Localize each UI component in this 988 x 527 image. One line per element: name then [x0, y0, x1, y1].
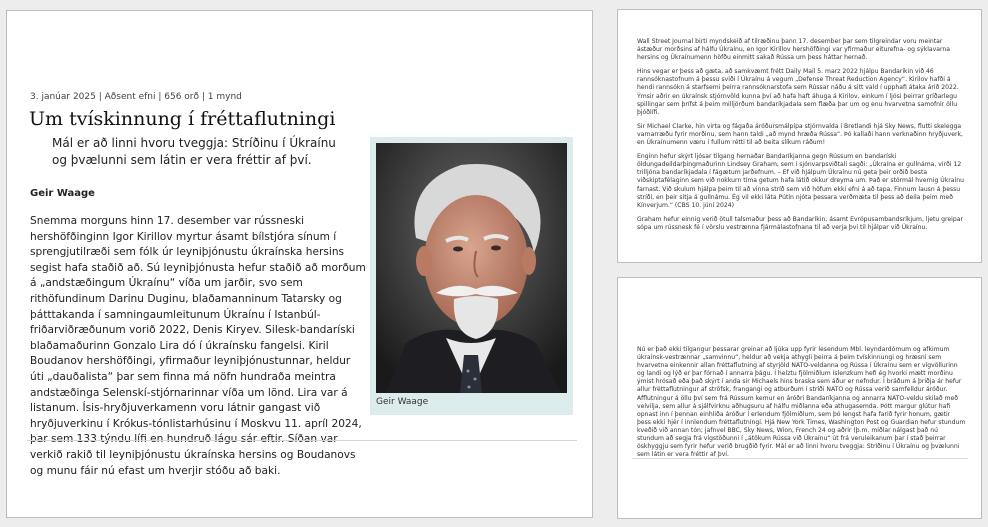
article-lede: Mál er að linni hvoru tveggja: Stríðinu í Úkraínu og þvælunni sem látin er vera fréttir af því. [52, 136, 336, 167]
divider [27, 440, 577, 441]
page-2-text [637, 38, 966, 238]
paragraph: Nú er það ekki tilgangur þessarar greinar að ljúka upp fyrir lesendum Mbl. leyndardómum og afkimum úkraínsk-vestrænnar „samvinnu“, heldur að vekja athygli þeirra á þeim tvískinnungi og hræsni sem hvarvetna einkennir allan fréttaflutning af styrjöld NATO-veldanna og Rússa í Úkraínu sem er vígvöllurinn og landi og lýð er þar fórnað í annarra þágu. Í helztu fjölmiðlum íslenzkum hefi ég hvorki mætt morðinu ýmist hrósað eða það skýrt í anda sir Michaels hins braska sem áður er nefndur. Í bráðum á þriðja ár hefur allur fréttaflutningur af ströfsk, frangangi og atburðum í stríði NATO og Rússa verið samfelldur áróður. Afflutningur á öllu því sem frá Rússum kemur en áróðri Bandaríkjanna og annarra NATO-veldu skilað með velvilja, sem allur á sjálfvirknu aðhugsuru af hálfu miðlanna eða athugasemda. Þótt margur glútur hafi opnast inn í þennan einhliða áróður í erlendum fjölmiðlum, sem þó lengst hafa farið fyrir honum, gætir þess ekki hjér í innlendum fréttaflutningi. Hjá New York Times, Washington Post og Guardian hefur stundum kveðið við annan tón; jafnvel BBC, Sky News, Wion, French 24 og aðrir (þ.m. miðlar nálgast það nú stundum að segja frá vígstöðunni í „átökum Rússa við Úkraínu“ út frá veruleikanum þar í stað þeirrar óskhyggju sem fyrir hefur verið brugðið fyrir. Mál er að linni hvoru tveggja: Stríðinu í Úkraínu og þvælunni sem látin er vera fréttir af því. [637, 346, 966, 459]
author-photo [376, 143, 567, 393]
author-photo-figure [370, 137, 573, 415]
article-page-3 [617, 277, 982, 519]
paragraph: Wall Street Journal birti myndskeið af tilræðinu þann 17. desember þar sem tilgreindar voru meintar ástæður morðsins af hálfu Úkraínu, en Igor Kirillov hershöfðingi var yfirmaður eiturefna- og sýklavarna hersins og Úkraínumenn höfðu einmitt sakað Rússa um þess háttar hernað. [637, 38, 950, 62]
page-3-text [637, 346, 966, 465]
article-page-1 [6, 10, 593, 518]
article-meta: 3. janúar 2025 | Aðsent efni | 656 orð | 1 mynd [30, 92, 242, 102]
photo-caption: Geir Waage [376, 397, 429, 407]
paragraph: Hins vegar er þess að gæta, að samkvæmt frétt Daily Mail 5. marz 2022 hjálpu Bandaríkin við 46 rannsóknastofnum á þessu sviði í Úkraínu á vegum „Defense Threat Reduction Agency“. Kirilov hafði á hendi rannsókn á starfsemi þeirra rannsóknarstofa sem Rússar náðu á sitt vald í upphafi átaka árið 2022. Ýmsir aðrir en úkraínsk stjórnvöld kunna því að hafa haft áhuga á Kirilov, einkum í ljósi þeirrar gríðarlegu spillingar sem þrífst á þeim milljörðum bandaríkjadala sem flæða þar um og enu hvarvetna samofnir öllu þjóðlífi. [637, 68, 959, 116]
paragraph: Enginn hefur skýrt ljósar tilgang hernaðar Bandaríkjanna gegn Rússum en bandaríski öldungadeildarþingmaðurinn Lindsey Graham, sem í sjónvarpsviðtali sagði: „Úkraína er gullnáma, virði 12 trilljóna bandaríkjadala í fágætum jarðefnum. – Ef við hjálpum Úkraínu nú geta þeir orðið besta viðskiptafélaginn sem við nokkurn tíma getum hafa látið okkur dreyma um. Það er stórmál hvernig Úkraínu farnast. Við skulum hjálpa þeim til að vinna stríð sem við höfum ekki efni á að tapa. Finnum lausn á þessu stríði, en þeir sitja á gullnámu. Ég vil ekki láta Pútín njóta þessara verðmæta til þess að deila þeim með Kínverjum.“ (CBS 10. júní 2024) [637, 153, 964, 209]
article-body: Snemma morguns hinn 17. desember var rússneski hershöfðinginn Igor Kirillov myrtur ásamt bílstjóra sínum í sprengjutilræði sem fólk úr leyniþjónustu úkraínska hersins segist hafa staðið að. Sú leyniþjónusta hefur staðið að morðum á „andstæðingum Úkraínu“ víða um jarðir, svo sem rithöfundinum Darinu Duginu, blaðamanninum Tatarsky og þátttakanda í samningaumleitunum Úkraínu í Istanbúl-friðarviðræðunum vorið 2022, Denis Kiryev. Silesk-bandaríski blaðamaðurinn Gonzalo Lira dó í úkraínsku fangelsi. Kiril Boudanov hershöfðingi, yfirmaður leyniþjónustunnar, heldur úti „dauðalista“ þar sem finna má nöfn hundraða meintra andstæðinga Selenskí-stjórnarinnar víða um lönd. Lira var á listanum. Ísis-hryðjuverkamenn voru látnir gangast við hryðjuverkinu í Krókus-tónlistarhúsinu í Moskvu 11. apríl 2024, verkið rakið til leyniþjónustu úkraínska hersins og Boudanovs og munu fáir nú efast um hverjir stóðu að baki. [30, 215, 366, 477]
article-title: Um tvískinnung í fréttaflutningi [29, 108, 336, 130]
divider [632, 458, 968, 459]
author-name: Geir Waage [30, 188, 95, 199]
paragraph: Sir Michael Clarke, hin virta og fágaða áróðursmálpípa stjórnvalda í Bretlandi hjá Sky News, flutti skelegga varnarræðu fyrir morðinu, sem hann taldi „að mynd hræða Rússa“. Þó kallaði hann verknaðinn hryðjuverk, en Úkraínumenn væru í fullum rétti til að beita slíkum ráðum! [637, 122, 963, 147]
paragraph: Graham hefur einnig verið ötull talsmaður þess að Bandaríkin, ásamt Evrópusambandsríkjum, ljetu greipar sópa um rússnesk fé í vörslu vestrænna fjármálastofnana til að verja því til hjálpar við Úkraínu. [637, 215, 963, 231]
article-page-2 [617, 9, 982, 263]
